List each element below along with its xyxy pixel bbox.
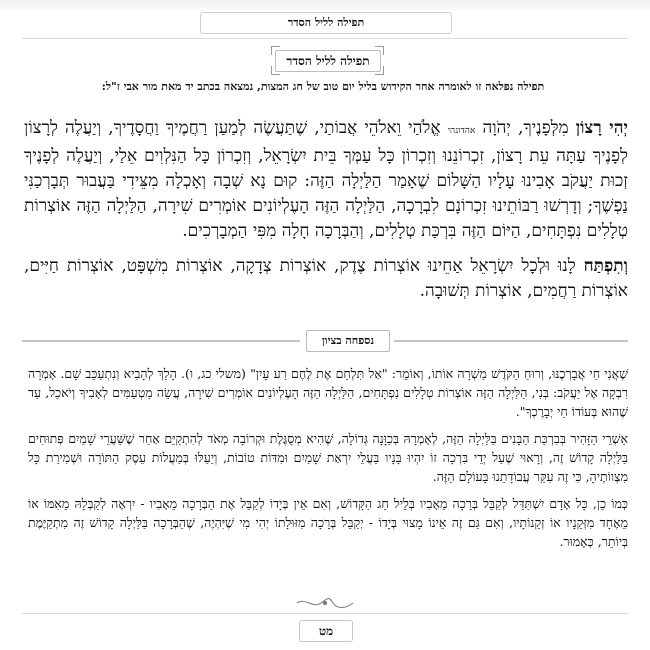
title-corner-ornament <box>375 66 384 75</box>
notes-text <box>28 364 628 559</box>
divine-name-annotation: אהדונהי <box>447 126 476 136</box>
prayer-opening-word: יְהִי רָצוֹן <box>575 118 628 138</box>
divider-line <box>22 340 300 342</box>
section-title: תפילה לליל הסדר <box>275 50 381 72</box>
prayer-text-segment: אֱלֹהַי וֵאלֹהֵי אֲבוֹתַי, שֶׁתַּעֲשֶׂה לְמַעַן רַחֲמֶיךָ וַחֲסָדֶיךָ, וְיַעֲלֶה לְרָצוֹן לְפָנֶיךָ עַתָּה עֵת רָצוֹן, זִכְרוֹנֵנוּ וְזִכְרוֹן כָּל עַמְּךָ בֵּית יִשְׂרָאֵל, וְזִכְרוֹן כָּל הַנִּלְוִים אֵלַי, וְיַעֲלֶה לְפָנֶיךָ זְכוּת יַעֲקֹב אָבִינוּ עָלָיו הַשָּׁלוֹם שֶׁאָמַר הַלַּיְלָה הַזֶּה: קוּם נָא שְׁבָה וְאָכְלָה מִצֵּידִי בַּעֲבוּר תְּבָרְכַנִּי נַפְשֶׁךָ; וְדָרְשׁוּ רַבּוֹתֵינוּ זִכְרוֹנָם לִבְרָכָה, הַלַּיְלָה הַזֶּה הָעֶלְיוֹנִים אוֹמְרִים שִׁירָה, הַלַּיְלָה הַזֶּה אוֹצְרוֹת טְלָלִים נִפְתָּחִים, הַיּוֹם הַזֶּה בִּרְכַּת טְלָלִים, וְהַבְּרָכָה חָלָה מִפִּי הַמְבָרְכִים. <box>24 118 628 241</box>
running-header: תפילה לליל הסדר <box>200 12 452 34</box>
section-divider <box>22 330 628 352</box>
notes-paragraph: כְּמוֹ כֵן, כָּל אָדָם יִשְׁתַּדֵּל לְקַבֵּל בְּרָכָה מֵאָבִיו בְּלֵיל חַג הַקָּדוֹשׁ, וְאִם אֵין בְּיָדוֹ לְקַבֵּל אֶת הַבְּרָכָה מֵאָבִיו - יִרְאֶה לְקַבְּלָהּ מֵאִמּוֹ אוֹ מֵאֶחָד מִזְּקֵנָיו אוֹ זְקֵנוֹתָיו, וְאִם גַּם זֶה אֵינוֹ מָצוּי בְּיָדוֹ - יְקַבֵּל בְּרָכָה מִזּוּלָתוֹ יְהִי מִי שֶׁיִּהְיֶה, שֶׁהַבְּרָכָה בַּלַּיְלָה קָדוֹשׁ זֶה מִתְקַיֶּמֶת בְּיוֹתֵר, כְּאָמוּר. <box>28 496 628 549</box>
notes-paragraph: שֶׁאֲנִי חַי אֲבָרְכֶנּוּ, וְרוּחַ הַקֹּדֶשׁ מַשְׁרָה אוֹתוֹ, וְאוֹמֵר: "אַל תִּלְחַם אֶת לֶחֶם רַע עָיִן" (משלי כג, ו). הָלַךְ לְהָבִיא וְנִתְעַכֵּב שָׁם. אָמְרָה רִבְקָה אֶל יַעֲקֹב: בְּנִי, הַלַּיְלָה הַזֶּה אוֹצְרוֹת טְלָלִים נִפְתָּחִים, הַלַּיְלָה הַזֶּה הָעֶלְיוֹנִים אוֹמְרִים שִׁירָה, עֲשֵׂה מַטְעַמִּים לְאָבִיךָ וְיֹאכַל, עַד שֶׁהוּא בְּעוֹדוֹ חַי יְבָרֶכְךָ". <box>28 366 628 419</box>
page-number: מט <box>299 620 353 642</box>
title-corner-ornament <box>271 66 280 75</box>
notes-paragraph: אַשְׁרֵי הַזָּהִיר בְּבִרְכַּת הַבָּנִים בַּלַּיְלָה הַזֶּה, לְאָמְרָהּ בְּכַוָּנָה גְּדוֹלָה, שֶׁהִיא מְסֻגֶּלֶת וּקְרוֹבָה מְאֹד לְהִתְקַיֵּם אַחַר שֶׁשַּׁעֲרֵי שָׁמַיִם פְּתוּחִים בַּלַּיְלָה קָדוֹשׁ זֶה, וְרָאוּי שֶׁעַל יְדֵי בִּרְכָה זוֹ יִהְיוּ בָּנָיו בַּעֲלֵי יִרְאַת שָׁמַיִם וּמִדּוֹת טוֹבוֹת, וְיַעַלּוּ בְּמַעֲלוֹת עֵסֶק הַתּוֹרָה וּשְׁמִירַת כָּל מִצְווֹתֶיהָ, כִּי זֶה עִקַּר עֲבוֹדָתֵנוּ בָּעוֹלָם הַזֶּה. <box>28 431 628 484</box>
title-corner-ornament <box>271 46 280 55</box>
title-corner-ornament <box>375 46 384 55</box>
prayer-text-segment: מִלְּפָנֶיךָ, יְהֹוָה <box>475 118 576 138</box>
intro-text: תפילה נפלאה זו לאומרה אחר הקידוש בליל יום טוב של חג המצות, נמצאה בכתב יד מאת מור אבי ז"ל: <box>101 80 545 93</box>
prayer-text <box>24 116 628 304</box>
prayer-text-segment: לָנוּ וּלְכָל יִשְׂרָאֵל אַחֵינוּ אוֹצְרוֹת צֶדֶק, אוֹצְרוֹת צְדָקָה, אוֹצְרוֹת מִשְׁפָּט, אוֹצְרוֹת חַיִּים, אוֹצְרוֹת רַחֲמִים, אוֹצְרוֹת תְּשׁוּבָה. <box>24 256 628 301</box>
footer-rule <box>22 613 628 614</box>
top-margin-strip <box>0 0 650 10</box>
prayer-opening-word: וְתִפְתַּח <box>583 256 628 276</box>
prayer-paragraph <box>24 254 628 304</box>
header-rule <box>22 38 628 39</box>
divider-line <box>394 340 628 342</box>
divider-label: נספחה בציון <box>306 330 390 352</box>
flourish-ornament <box>295 596 355 610</box>
prayer-paragraph <box>24 116 628 244</box>
